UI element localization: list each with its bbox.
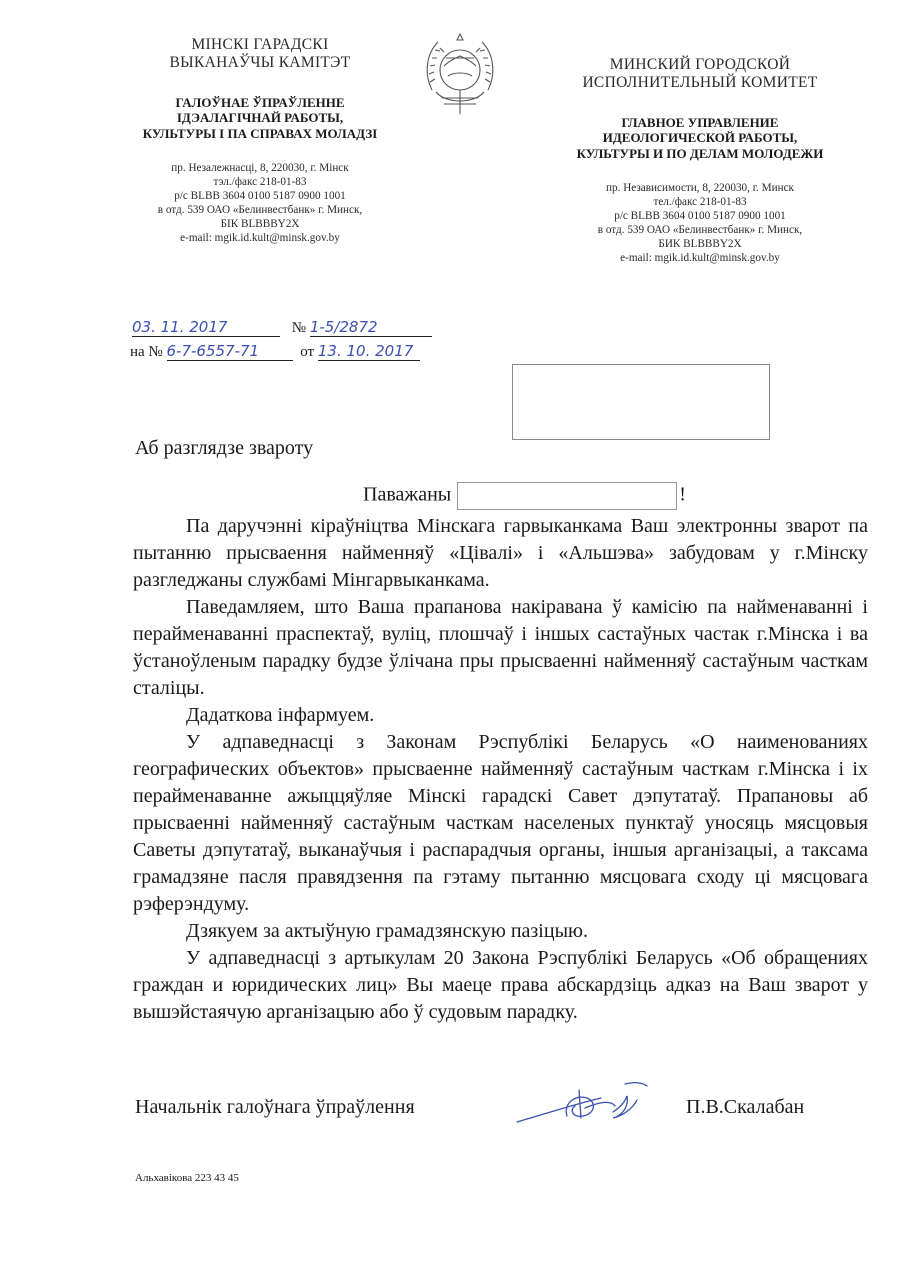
paragraph: Паведамляем, што Ваша прапанова накіравана ў камісію па найменаванні і перайменаванні праспектаў, вуліц, плошчаў і іншых састаўных частак г.Мінска і ва ўстаноўленым парадку будзе ўлічана пры прысваенні найменняў састаўным часткам сталіцы. (133, 596, 868, 699)
outgoing-date: 03. 11. 2017 (132, 318, 280, 337)
addr-line: пр. Независимости, 8, 220030, г. Минск (606, 182, 794, 195)
executor-contact: Альхавікова 223 43 45 (135, 1172, 239, 1184)
org-line: ВЫКАНАЎЧЫ КАМІТЭТ (169, 54, 351, 72)
addr-line: БИК BLBBBY2X (658, 238, 742, 251)
outgoing-number: 1-5/2872 (310, 318, 432, 337)
addr-line: р/с BLBB 3604 0100 5187 0900 1001 (614, 210, 786, 223)
greeting-word: Паважаны (363, 483, 452, 506)
outgoing-registration (132, 318, 432, 337)
addr-line: р/с BLBB 3604 0100 5187 0900 1001 (174, 190, 346, 203)
reply-date: 13. 10. 2017 (318, 342, 420, 361)
dept-line: КУЛЬТУРЫ І ПА СПРАВАХ МОЛАДЗІ (142, 125, 378, 141)
paragraph: У адпаведнасці з артыкулам 20 Закона Рэспублікі Беларусь «Об обращениях граждан и юридических лиц» Вы маеце права абскардзіць адказ на Ваш зварот у вышэйстаячую арганізацыю або ў судовым парадку. (133, 947, 868, 1023)
org-name-ru (520, 56, 880, 93)
recipient-name-redacted-box (457, 482, 677, 510)
addr-line: в отд. 539 ОАО «Белинвестбанк» г. Минск, (597, 224, 803, 237)
dept-line: ГАЛОЎНАЕ ЎПРАЎЛЕННЕ (175, 94, 345, 110)
paragraph: Па даручэнні кіраўніцтва Мінскага гарвыканкама Ваш электронны зварот па пытанню прысваення найменняў «Цівалі» і «Альшэва» забудовам у г.Мінску разгледжаны службамі Мінгарвыканкама. (133, 515, 868, 591)
incoming-reference (130, 342, 420, 361)
dept-line: ГЛАВНОЕ УПРАВЛЕНИЕ (621, 114, 779, 130)
department-name-by (110, 95, 410, 142)
reply-label: на № (130, 344, 163, 360)
paragraph: Дадаткова інфармуем. (186, 704, 375, 726)
email-text: e-mail: mgik.id.kult@minsk.gov.by (180, 232, 340, 245)
header-right (520, 56, 880, 265)
signatory-name: П.В.Скалабан (686, 1096, 805, 1118)
paragraph: Дзякуем за актыўную грамадзянскую пазіцыю. (186, 920, 588, 942)
org-line: ИСПОЛНИТЕЛЬНЫЙ КОМИТЕТ (582, 74, 818, 92)
dept-line: КУЛЬТУРЫ И ПО ДЕЛАМ МОЛОДЕЖИ (576, 145, 824, 161)
dept-line: ИДЕОЛОГИЧЕСКОЙ РАБОТЫ, (602, 130, 798, 146)
email-text: e-mail: mgik.id.kult@minsk.gov.by (620, 252, 780, 265)
addr-line: пр. Незалежнасці, 8, 220030, г. Мінск (171, 162, 349, 175)
addr-line: тэл./факс 218-01-83 (213, 176, 307, 189)
letter-body (133, 513, 868, 1026)
handwritten-signature-icon (515, 1078, 665, 1130)
address-block-ru (520, 181, 880, 265)
addr-line: БІК BLBBBY2X (220, 218, 300, 231)
subject-line: Аб разглядзе звароту (135, 437, 314, 459)
dept-line: ІДЭАЛАГІЧНАЙ РАБОТЫ, (176, 110, 344, 126)
address-block-by (110, 161, 410, 245)
org-name-by (110, 36, 410, 73)
greeting (363, 482, 686, 510)
greeting-end: ! (679, 483, 686, 506)
header-left (110, 36, 410, 245)
addr-line: тел./факс 218-01-83 (653, 196, 747, 209)
reply-number: 6-7-6557-71 (167, 342, 293, 361)
paragraph: У адпаведнасці з Законам Рэспублікі Беларусь «О наименованиях географических объектов» прысваенне найменняў састаўным часткам г.Мінска і іх перайменаванне ажыццяўляе Мінскі гарадскі Савет дэпутатаў. Прапановы аб прысваенні найменняў састаўным часткам населеных пунктаў уносяць мясцовыя Саветы дэпутатаў, выканаўчыя і распарадчыя органы, іншыя арганізацыі, а таксама грамадзяне пасля правядзення па гэтаму пытанню мясцовага сходу ці мясцовага рэферэндуму. (133, 731, 868, 915)
from-label: от (300, 344, 315, 360)
org-line: МІНСКІ ГАРАДСКІ (191, 36, 329, 53)
number-label: № (291, 320, 307, 336)
coat-of-arms-emblem-icon (420, 30, 500, 120)
org-line: МИНСКИЙ ГОРОДСКОЙ (609, 56, 791, 73)
signatory-title: Начальнік галоўнага ўпраўлення (135, 1096, 415, 1118)
addr-line: в отд. 539 ОАО «Белинвестбанк» г. Минск, (157, 204, 363, 217)
addressee-redacted-box (512, 364, 770, 440)
department-name-ru (520, 115, 880, 162)
